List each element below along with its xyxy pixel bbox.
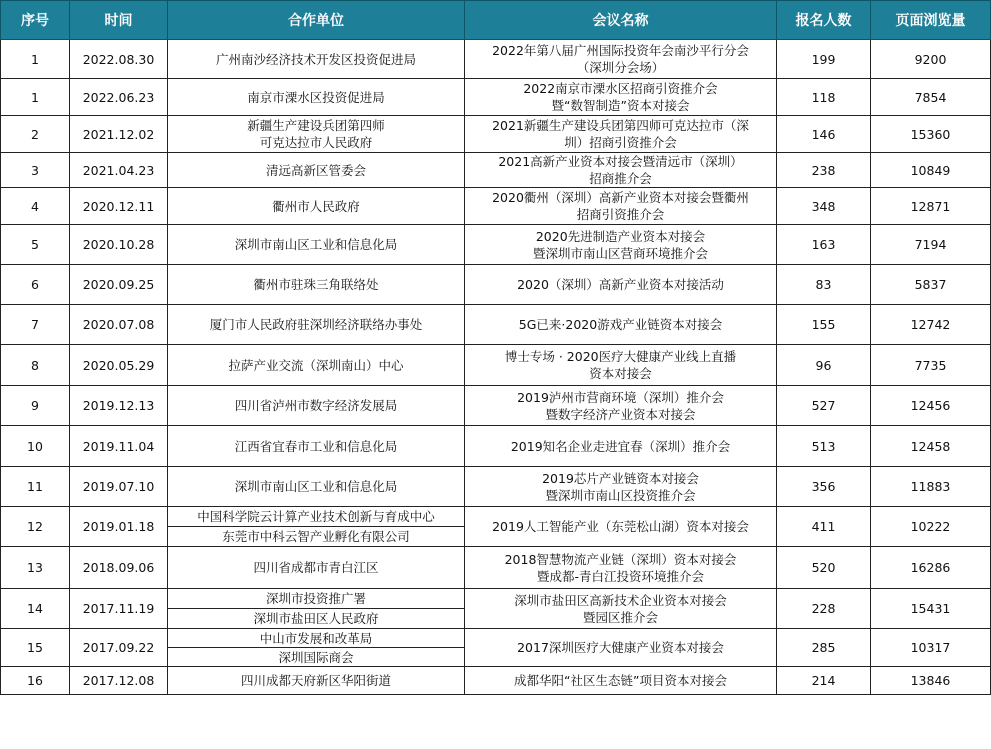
cell-meeting: [465, 116, 777, 153]
meeting-line: 2019芯片产业链资本对接会: [542, 470, 699, 486]
cell-no: 11: [1, 467, 70, 507]
header-no: 序号: [1, 1, 70, 40]
cell-partner: 新疆生产建设兵团第四师 可克达拉市人民政府: [168, 116, 465, 153]
cell-partner: 中山市发展和改革局: [168, 629, 465, 648]
cell-views: 7854: [871, 79, 991, 116]
meeting-line: 深圳市盐田区高新技术企业资本对接会: [514, 592, 727, 608]
cell-date: 2019.01.18: [70, 507, 168, 547]
meeting-line: 2018智慧物流产业链（深圳）资本对接会: [504, 551, 737, 567]
cell-no: 10: [1, 426, 70, 467]
cell-partner: 衢州市人民政府: [168, 188, 465, 225]
cell-date: 2017.09.22: [70, 629, 168, 667]
cell-meeting: [465, 305, 777, 345]
meeting-line: 博士专场 · 2020医疗大健康产业线上直播: [504, 349, 737, 364]
cell-date: 2017.11.19: [70, 589, 168, 629]
table-row: [1, 40, 991, 79]
cell-meeting: [465, 188, 777, 225]
cell-partner: 清远高新区管委会: [168, 153, 465, 188]
table-row: [1, 345, 991, 386]
cell-views: 15431: [871, 589, 991, 629]
cell-meeting: [465, 225, 777, 265]
cell-signups: 118: [777, 79, 871, 116]
cell-no: 9: [1, 386, 70, 426]
cell-signups: 356: [777, 467, 871, 507]
cell-partner: 深圳市投资推广署: [168, 589, 465, 609]
cell-signups: 214: [777, 667, 871, 695]
header-meeting: 会议名称: [465, 1, 777, 40]
meeting-line: 成都华阳“社区生态链”项目资本对接会: [514, 673, 727, 688]
cell-no: 1: [1, 79, 70, 116]
table-row: [1, 153, 991, 188]
cell-partner: 衢州市驻珠三角联络处: [168, 265, 465, 305]
cell-date: 2021.04.23: [70, 153, 168, 188]
cell-views: 12871: [871, 188, 991, 225]
cell-views: 10317: [871, 629, 991, 667]
cell-signups: 348: [777, 188, 871, 225]
table-row: [1, 305, 991, 345]
meeting-line: 暨成都-青白江投资环境推介会: [536, 568, 704, 584]
table-row: [1, 667, 991, 695]
meeting-line: 招商引资推介会: [576, 207, 665, 222]
meeting-line: 暨园区推介会: [582, 609, 658, 625]
cell-no: 13: [1, 547, 70, 589]
cell-views: 12742: [871, 305, 991, 345]
meeting-line: 圳）招商引资推介会: [564, 135, 677, 150]
cell-partner: 四川省成都市青白江区: [168, 547, 465, 589]
header-row: [1, 1, 991, 40]
cell-views: 9200: [871, 40, 991, 79]
meeting-line: 招商推介会: [589, 171, 652, 186]
table-row: [1, 116, 991, 153]
cell-date: 2021.12.02: [70, 116, 168, 153]
cell-no: 16: [1, 667, 70, 695]
cell-meeting: [465, 547, 777, 589]
cell-signups: 520: [777, 547, 871, 589]
cell-meeting: [465, 667, 777, 695]
cell-views: 16286: [871, 547, 991, 589]
cell-signups: 285: [777, 629, 871, 667]
header-views: 页面浏览量: [871, 1, 991, 40]
cell-no: 4: [1, 188, 70, 225]
cell-date: 2018.09.06: [70, 547, 168, 589]
meeting-line: 2020衢州（深圳）高新产业资本对接会暨衢州: [492, 190, 749, 205]
cell-date: 2019.11.04: [70, 426, 168, 467]
cell-meeting: [465, 153, 777, 188]
meeting-line: 暨“数智制造”资本对接会: [551, 98, 690, 113]
cell-signups: 155: [777, 305, 871, 345]
cell-date: 2020.12.11: [70, 188, 168, 225]
meeting-line: 暨深圳市南山区营商环境推介会: [532, 245, 708, 261]
cell-date: 2020.09.25: [70, 265, 168, 305]
cell-meeting: [465, 40, 777, 79]
cell-signups: 199: [777, 40, 871, 79]
table-row: [1, 467, 991, 507]
table-row: [1, 547, 991, 589]
meeting-line: 2022南京市溧水区招商引资推介会: [523, 81, 718, 96]
cell-signups: 228: [777, 589, 871, 629]
header-partner: 合作单位: [168, 1, 465, 40]
cell-signups: 513: [777, 426, 871, 467]
table-row: [1, 188, 991, 225]
cell-no: 7: [1, 305, 70, 345]
cell-signups: 146: [777, 116, 871, 153]
cell-date: 2020.05.29: [70, 345, 168, 386]
cell-date: 2019.12.13: [70, 386, 168, 426]
cell-date: 2022.06.23: [70, 79, 168, 116]
cell-partner: 广州南沙经济技术开发区投资促进局: [168, 40, 465, 79]
cell-partner: 厦门市人民政府驻深圳经济联络办事处: [168, 305, 465, 345]
cell-views: 11883: [871, 467, 991, 507]
cell-no: 2: [1, 116, 70, 153]
cell-views: 7194: [871, 225, 991, 265]
meeting-line: 暨数字经济产业资本对接会: [545, 406, 696, 422]
cell-views: 12458: [871, 426, 991, 467]
table-row: [1, 265, 991, 305]
cell-signups: 238: [777, 153, 871, 188]
cell-no: 12: [1, 507, 70, 547]
meeting-line: 2020先进制造产业资本对接会: [535, 228, 706, 244]
cell-date: 2017.12.08: [70, 667, 168, 695]
cell-partner: 深圳市盐田区人民政府: [168, 609, 465, 629]
cell-no: 6: [1, 265, 70, 305]
cell-views: 7735: [871, 345, 991, 386]
cell-no: 1: [1, 40, 70, 79]
cell-no: 15: [1, 629, 70, 667]
cell-meeting: [465, 79, 777, 116]
meeting-line: 2021高新产业资本对接会暨清远市（深圳）: [498, 154, 743, 169]
header-signups: 报名人数: [777, 1, 871, 40]
table-row: [1, 386, 991, 426]
cell-partner: 深圳市南山区工业和信息化局: [168, 467, 465, 507]
meeting-line: 2022年第八届广州国际投资年会南沙平行分会: [492, 43, 749, 58]
cell-signups: 83: [777, 265, 871, 305]
cell-date: 2020.07.08: [70, 305, 168, 345]
cell-no: 8: [1, 345, 70, 386]
cell-partner: 东莞市中科云智产业孵化有限公司: [168, 527, 465, 547]
cell-partner: 中国科学院云计算产业技术创新与育成中心: [168, 507, 465, 527]
meeting-line: 2019人工智能产业（东莞松山湖）资本对接会: [492, 519, 749, 534]
cell-meeting: [465, 426, 777, 467]
cell-date: 2020.10.28: [70, 225, 168, 265]
cell-views: 10222: [871, 507, 991, 547]
cell-meeting: [465, 589, 777, 629]
cell-no: 14: [1, 589, 70, 629]
cell-views: 12456: [871, 386, 991, 426]
cell-meeting: [465, 345, 777, 386]
table-row: [1, 507, 991, 527]
table-row: [1, 225, 991, 265]
table-row: [1, 629, 991, 648]
cell-partner: 深圳市南山区工业和信息化局: [168, 225, 465, 265]
cell-meeting: [465, 467, 777, 507]
header-date: 时间: [70, 1, 168, 40]
cell-views: 13846: [871, 667, 991, 695]
cell-partner: 拉萨产业交流（深圳南山）中心: [168, 345, 465, 386]
meeting-line: 暨深圳市南山区投资推介会: [545, 487, 696, 503]
cell-signups: 411: [777, 507, 871, 547]
cell-date: 2019.07.10: [70, 467, 168, 507]
cell-meeting: [465, 507, 777, 547]
cell-signups: 527: [777, 386, 871, 426]
cell-partner: 南京市溧水区投资促进局: [168, 79, 465, 116]
cell-date: 2022.08.30: [70, 40, 168, 79]
meeting-line: 2019知名企业走进宜春（深圳）推介会: [510, 438, 731, 454]
meeting-line: 资本对接会: [589, 366, 652, 381]
cell-views: 5837: [871, 265, 991, 305]
meeting-line: 2021新疆生产建设兵团第四师可克达拉市（深: [492, 118, 749, 133]
table-row: [1, 426, 991, 467]
meeting-line: 2019泸州市营商环境（深圳）推介会: [517, 389, 724, 405]
cell-views: 10849: [871, 153, 991, 188]
cell-partner: 四川省泸州市数字经济发展局: [168, 386, 465, 426]
cell-signups: 96: [777, 345, 871, 386]
table-row: [1, 589, 991, 609]
cell-signups: 163: [777, 225, 871, 265]
cell-meeting: [465, 265, 777, 305]
cell-partner: 深圳国际商会: [168, 648, 465, 667]
meeting-line: 5G已来·2020游戏产业链资本对接会: [518, 317, 723, 332]
cell-partner: 四川成都天府新区华阳街道: [168, 667, 465, 695]
cell-views: 15360: [871, 116, 991, 153]
cell-meeting: [465, 386, 777, 426]
cell-meeting: [465, 629, 777, 667]
cell-no: 5: [1, 225, 70, 265]
cell-no: 3: [1, 153, 70, 188]
meeting-line: 2017深圳医疗大健康产业资本对接会: [517, 640, 724, 655]
meeting-line: （深圳分会场）: [576, 60, 665, 75]
table-row: [1, 79, 991, 116]
cell-partner: 江西省宜春市工业和信息化局: [168, 426, 465, 467]
meeting-line: 2020（深圳）高新产业资本对接活动: [517, 277, 724, 292]
